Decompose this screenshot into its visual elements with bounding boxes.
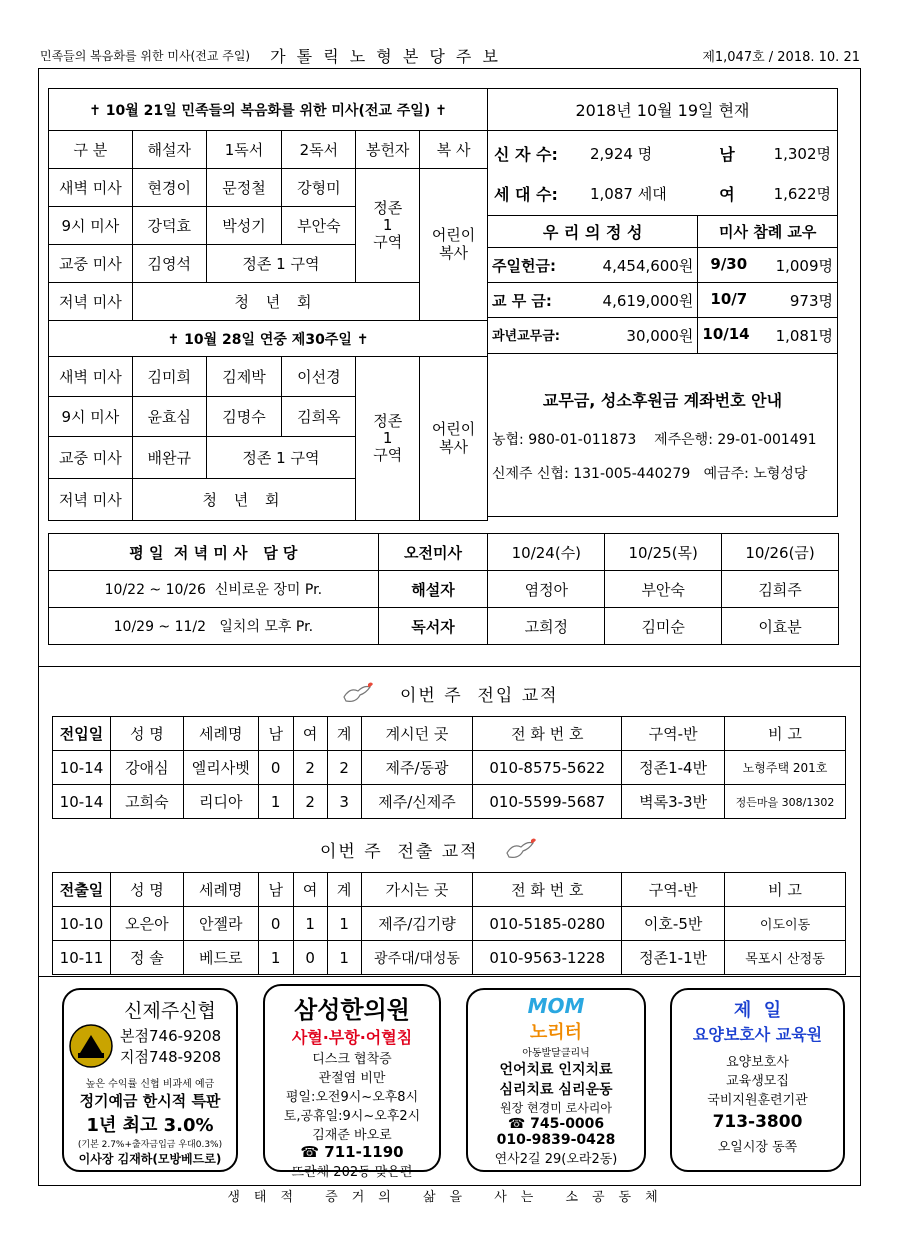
table-cell: 10-11 xyxy=(53,941,111,975)
ad-care-line-2: 교육생모집 xyxy=(726,1074,789,1089)
col-header: 구역-반 xyxy=(622,717,725,751)
weekday-assignment: 10/22 ~ 10/26 신비로운 장미 Pr. xyxy=(49,571,379,608)
offering-title: 우 리 의 정 성 xyxy=(488,216,698,248)
col-header: 구 분 xyxy=(49,131,133,169)
mass-name: 교중 미사 xyxy=(49,437,133,479)
mass-date: 10/25(목) xyxy=(605,534,722,571)
account-info xyxy=(488,354,838,517)
col-header: 계 xyxy=(327,717,361,751)
commentator: 윤효심 xyxy=(132,397,206,437)
mass-date: 10/24(수) xyxy=(488,534,605,571)
ad-credit-line-4: (기본 2.7%+출자금입금 우대0.3%) xyxy=(77,1140,223,1150)
ad-care-title-1: 제 일 xyxy=(733,1000,782,1021)
offering-row xyxy=(488,318,698,354)
ad-care-institute xyxy=(670,988,845,1172)
attendance-date: 10/14 xyxy=(702,325,750,343)
account-title: 교무금, 성소후원금 계좌번호 안내 xyxy=(542,390,783,410)
transfer-out-heading xyxy=(320,834,620,864)
attendance-row xyxy=(698,283,838,318)
female-count: 1,622명 xyxy=(773,184,831,203)
ad-mom-line-2: 심리치료 심리운동 xyxy=(499,1082,613,1098)
table-cell: 2 xyxy=(327,751,361,785)
ad-credit-union xyxy=(62,988,238,1172)
col-header: 계 xyxy=(327,873,361,907)
believers-label: 신 자 수: xyxy=(494,144,558,164)
server-line: 복사 xyxy=(439,437,469,456)
attendance-row xyxy=(698,248,838,283)
ad-clinic-line-5: 김재준 바오로 xyxy=(312,1128,392,1143)
account-line-2: 신제주 신협: 131-005-440279 예금주: 노형성당 xyxy=(492,465,808,482)
footer-motto: 생태적 증거의 삶을 사는 소공동체 xyxy=(227,1190,672,1205)
table-cell: 2 xyxy=(293,751,327,785)
col-header: 여 xyxy=(293,717,327,751)
offering-line: 구역 xyxy=(373,233,403,252)
commentator-name: 부안숙 xyxy=(605,571,722,608)
server-line: 어린이 xyxy=(431,226,476,245)
col-header: 2독서 xyxy=(282,131,356,169)
ad-clinic-tagline: 사혈·부항·어혈침 xyxy=(291,1028,413,1047)
col-header: 비 고 xyxy=(725,873,846,907)
ad-mom-line-3: 원장 현경미 로사리아 xyxy=(500,1101,612,1115)
server-line: 어린이 xyxy=(431,420,476,439)
table-cell: 010-5185-0280 xyxy=(473,907,622,941)
altar-server xyxy=(420,169,488,321)
ad-clinic-line-1: 디스크 협착증 xyxy=(312,1052,392,1067)
ad-mom-logo: MOM xyxy=(527,994,585,1018)
col-header: 가시는 곳 xyxy=(361,873,473,907)
table-cell: 이도이동 xyxy=(725,907,846,941)
account-line-1: 농협: 980-01-011873 제주은행: 29-01-001491 xyxy=(492,431,817,448)
table-cell: 제주/동광 xyxy=(361,751,473,785)
header-subtitle: 민족들의 복음화를 위한 미사(전교 주일) xyxy=(40,48,251,63)
ad-clinic-name: 삼성한의원 xyxy=(294,996,410,1024)
ad-clinic-address: 뜨란채 202동 맞은편 xyxy=(291,1165,413,1180)
offering-group xyxy=(356,357,420,521)
table-cell: 오은아 xyxy=(110,907,183,941)
col-header: 1독서 xyxy=(206,131,282,169)
reader-1: 김명수 xyxy=(206,397,282,437)
table-cell: 정든마을 308/1302 xyxy=(725,785,846,819)
altar-server xyxy=(420,357,488,521)
ad-mom-phone-2: 010-9839-0428 xyxy=(496,1132,616,1148)
believers-count: 2,924 명 xyxy=(590,144,653,163)
commentator: 강덕효 xyxy=(132,207,206,245)
col-header: 해설자 xyxy=(132,131,206,169)
attendance-row xyxy=(698,318,838,354)
reader-2: 강형미 xyxy=(282,169,356,207)
ad-care-address: 오일시장 동쪽 xyxy=(717,1140,798,1155)
transfer-out-table xyxy=(52,872,846,975)
table-cell: 엘리사벳 xyxy=(183,751,258,785)
commentator-name: 김희주 xyxy=(722,571,839,608)
mass-name: 저녁 미사 xyxy=(49,283,133,321)
attendance-count: 1,009명 xyxy=(775,256,833,275)
commentator-label: 해설자 xyxy=(378,571,488,608)
table-cell: 1 xyxy=(327,907,361,941)
mass-name: 새벽 미사 xyxy=(49,169,133,207)
ad-clinic-phone: ☎ 711-1190 xyxy=(300,1143,404,1161)
table-cell: 제주/신제주 xyxy=(361,785,473,819)
server-line: 복사 xyxy=(439,243,469,262)
morning-mass-label: 오전미사 xyxy=(378,534,488,571)
table-cell: 010-5599-5687 xyxy=(473,785,622,819)
table-cell: 강애심 xyxy=(110,751,183,785)
transfer-out-title: 이번 주 전출 교적 xyxy=(320,841,479,862)
col-header: 성 명 xyxy=(110,717,183,751)
commentator: 배완규 xyxy=(132,437,206,479)
table-row xyxy=(53,941,846,975)
table-cell: 1 xyxy=(258,941,293,975)
table-cell: 0 xyxy=(258,907,293,941)
reader-name: 고희정 xyxy=(488,608,605,645)
table-cell: 베드로 xyxy=(183,941,258,975)
ad-mom-line-1: 언어치료 인지치료 xyxy=(499,1062,613,1078)
table-cell: 2 xyxy=(293,785,327,819)
table-cell: 고희숙 xyxy=(110,785,183,819)
table-cell: 010-9563-1228 xyxy=(473,941,622,975)
col-header: 계시던 곳 xyxy=(361,717,473,751)
table-cell: 이호-5반 xyxy=(622,907,725,941)
offering-value: 30,000원 xyxy=(626,327,694,345)
mass-name: 9시 미사 xyxy=(49,397,133,437)
transfer-in-heading xyxy=(340,678,640,708)
col-header: 전출일 xyxy=(53,873,111,907)
table-cell: 10-14 xyxy=(53,785,111,819)
ad-mom-logo-2: 노리터 xyxy=(529,1022,583,1043)
commentator: 김미희 xyxy=(132,357,206,397)
offering-row xyxy=(488,283,698,318)
table-cell: 노형주택 201호 xyxy=(725,751,846,785)
table-cell: 0 xyxy=(258,751,293,785)
reader-1: 김제박 xyxy=(206,357,282,397)
ad-mom-clinic xyxy=(466,988,646,1172)
mass-name: 저녁 미사 xyxy=(49,479,133,521)
stats-date: 2018년 10월 19일 현재 xyxy=(488,89,838,131)
ad-clinic-line-2: 관절염 비만 xyxy=(318,1071,386,1086)
col-header: 남 xyxy=(258,873,293,907)
households-count: 1,087 세대 xyxy=(590,184,667,203)
offering-label: 과년교무금: xyxy=(492,329,560,344)
offering-value: 4,619,000원 xyxy=(602,291,694,310)
ad-care-line-1: 요양보호사 xyxy=(726,1055,789,1070)
col-header: 복 사 xyxy=(420,131,488,169)
bulletin-header xyxy=(40,44,860,66)
table-row xyxy=(53,907,846,941)
ad-care-phone: 713-3800 xyxy=(712,1112,803,1132)
ad-credit-branch-1: 본점746-9208 xyxy=(120,1027,222,1045)
stats-table xyxy=(487,88,838,517)
col-header: 구역-반 xyxy=(622,873,725,907)
reader-1: 문정철 xyxy=(206,169,282,207)
table-cell: 0 xyxy=(293,941,327,975)
table-cell: 제주/김기량 xyxy=(361,907,473,941)
table-cell: 정존1-1반 xyxy=(622,941,725,975)
transfer-in-table xyxy=(52,716,846,819)
table-row xyxy=(53,785,846,819)
table-cell: 10-10 xyxy=(53,907,111,941)
ad-care-line-3: 국비지원훈련기관 xyxy=(707,1093,808,1108)
offering-group xyxy=(356,169,420,283)
col-header: 세례명 xyxy=(183,717,258,751)
reader-label: 독서자 xyxy=(378,608,488,645)
credit-union-logo-icon xyxy=(68,1023,114,1069)
attendance-title: 미사 참례 교우 xyxy=(698,216,838,248)
col-header: 전 화 번 호 xyxy=(473,873,622,907)
offering-value: 4,454,600원 xyxy=(602,256,694,275)
table-cell: 1 xyxy=(327,941,361,975)
table-cell: 안젤라 xyxy=(183,907,258,941)
table-cell: 010-8575-5622 xyxy=(473,751,622,785)
mass-schedule-table xyxy=(48,88,488,521)
households-label: 세 대 수: xyxy=(494,184,558,204)
table-cell: 리디아 xyxy=(183,785,258,819)
table-cell: 벽록3-3반 xyxy=(622,785,725,819)
offering-label: 교 무 금: xyxy=(492,291,552,310)
schedule-title-2: ✝ 10월 28일 연중 제30주일 ✝ xyxy=(49,321,488,357)
reader-name: 이효분 xyxy=(722,608,839,645)
col-header: 성 명 xyxy=(110,873,183,907)
commentator-name: 염정아 xyxy=(488,571,605,608)
reader-2: 이선경 xyxy=(282,357,356,397)
col-header: 봉헌자 xyxy=(356,131,420,169)
table-cell: 정 솔 xyxy=(110,941,183,975)
col-header: 여 xyxy=(293,873,327,907)
attendance-count: 1,081명 xyxy=(775,327,833,345)
section-divider xyxy=(38,976,861,977)
schedule-title-1: ✝ 10월 21일 민족들의 복음화를 위한 미사(전교 주일) ✝ xyxy=(49,89,488,131)
ad-care-title-2: 요양보호사 교육원 xyxy=(692,1025,823,1044)
mass-group: 청 년 회 xyxy=(132,283,419,321)
mass-group: 청 년 회 xyxy=(132,479,355,521)
ad-credit-line-2: 정기예금 한시적 특판 xyxy=(79,1092,221,1110)
ad-mom-address: 연사2길 29(오라2동) xyxy=(494,1152,618,1167)
table-row xyxy=(53,751,846,785)
mass-name: 교중 미사 xyxy=(49,245,133,283)
table-cell: 정존1-4반 xyxy=(622,751,725,785)
table-cell: 1 xyxy=(258,785,293,819)
col-header: 세례명 xyxy=(183,873,258,907)
male-label: 남 xyxy=(719,144,735,164)
ad-clinic-line-3: 평일:오전9시~오후8시 xyxy=(285,1090,419,1105)
weekday-mass-table xyxy=(48,533,839,645)
ad-credit-line-3: 1년 최고 3.0% xyxy=(86,1115,214,1136)
reader-name: 김미순 xyxy=(605,608,722,645)
offering-label: 주일헌금: xyxy=(492,256,556,275)
col-header: 남 xyxy=(258,717,293,751)
table-cell: 목포시 산정동 xyxy=(725,941,846,975)
ad-credit-line-5: 이사장 김재하(모방베드로) xyxy=(78,1152,222,1166)
reader-1: 박성기 xyxy=(206,207,282,245)
offering-row xyxy=(488,248,698,283)
male-count: 1,302명 xyxy=(773,144,831,163)
reader-2: 김희옥 xyxy=(282,397,356,437)
reader-2: 부안숙 xyxy=(282,207,356,245)
table-cell: 1 xyxy=(293,907,327,941)
dove-icon xyxy=(503,835,539,863)
table-cell: 10-14 xyxy=(53,751,111,785)
female-label: 여 xyxy=(719,184,735,204)
issue-number: 제1,047호 / 2018. 10. 21 xyxy=(702,49,860,65)
attendance-date: 9/30 xyxy=(710,254,748,273)
section-divider xyxy=(38,666,861,667)
readers: 정존 1 구역 xyxy=(206,437,356,479)
ad-credit-branch-2: 지점748-9208 xyxy=(120,1048,222,1066)
weekday-assignment: 10/29 ~ 11/2 일치의 모후 Pr. xyxy=(49,608,379,645)
ad-mom-sub: 아동발달클리닉 xyxy=(522,1048,590,1059)
membership-summary xyxy=(488,131,838,216)
offering-line: 1 xyxy=(382,215,393,234)
commentator: 김영석 xyxy=(132,245,206,283)
ad-credit-line-1: 높은 수익률 신협 비과세 예금 xyxy=(85,1079,215,1090)
ad-credit-name: 신제주신협 xyxy=(124,1000,216,1022)
attendance-count: 973명 xyxy=(789,291,833,310)
mass-date: 10/26(금) xyxy=(722,534,839,571)
ad-clinic-line-4: 토,공휴일:9시~오후2시 xyxy=(283,1109,421,1124)
readers: 정존 1 구역 xyxy=(206,245,356,283)
commentator: 현경이 xyxy=(132,169,206,207)
mass-name: 새벽 미사 xyxy=(49,357,133,397)
col-header: 전 화 번 호 xyxy=(473,717,622,751)
transfer-in-title: 이번 주 전입 교적 xyxy=(400,685,559,706)
offering-line: 정존 xyxy=(373,411,403,430)
col-header: 비 고 xyxy=(725,717,846,751)
bulletin-title: 가 톨 릭 노 형 본 당 주 보 xyxy=(270,46,501,66)
table-cell: 3 xyxy=(327,785,361,819)
attendance-date: 10/7 xyxy=(710,289,748,308)
offering-line: 정존 xyxy=(373,198,403,217)
ad-mom-phone-1: ☎ 745-0006 xyxy=(507,1116,605,1132)
mass-name: 9시 미사 xyxy=(49,207,133,245)
weekday-title: 평 일 저 녁 미 사 담 당 xyxy=(49,534,379,571)
dove-icon xyxy=(340,679,376,707)
ad-clinic xyxy=(263,984,441,1180)
offering-line: 1 xyxy=(382,428,393,447)
col-header: 전입일 xyxy=(53,717,111,751)
offering-line: 구역 xyxy=(373,446,403,465)
table-cell: 광주대/대성동 xyxy=(361,941,473,975)
